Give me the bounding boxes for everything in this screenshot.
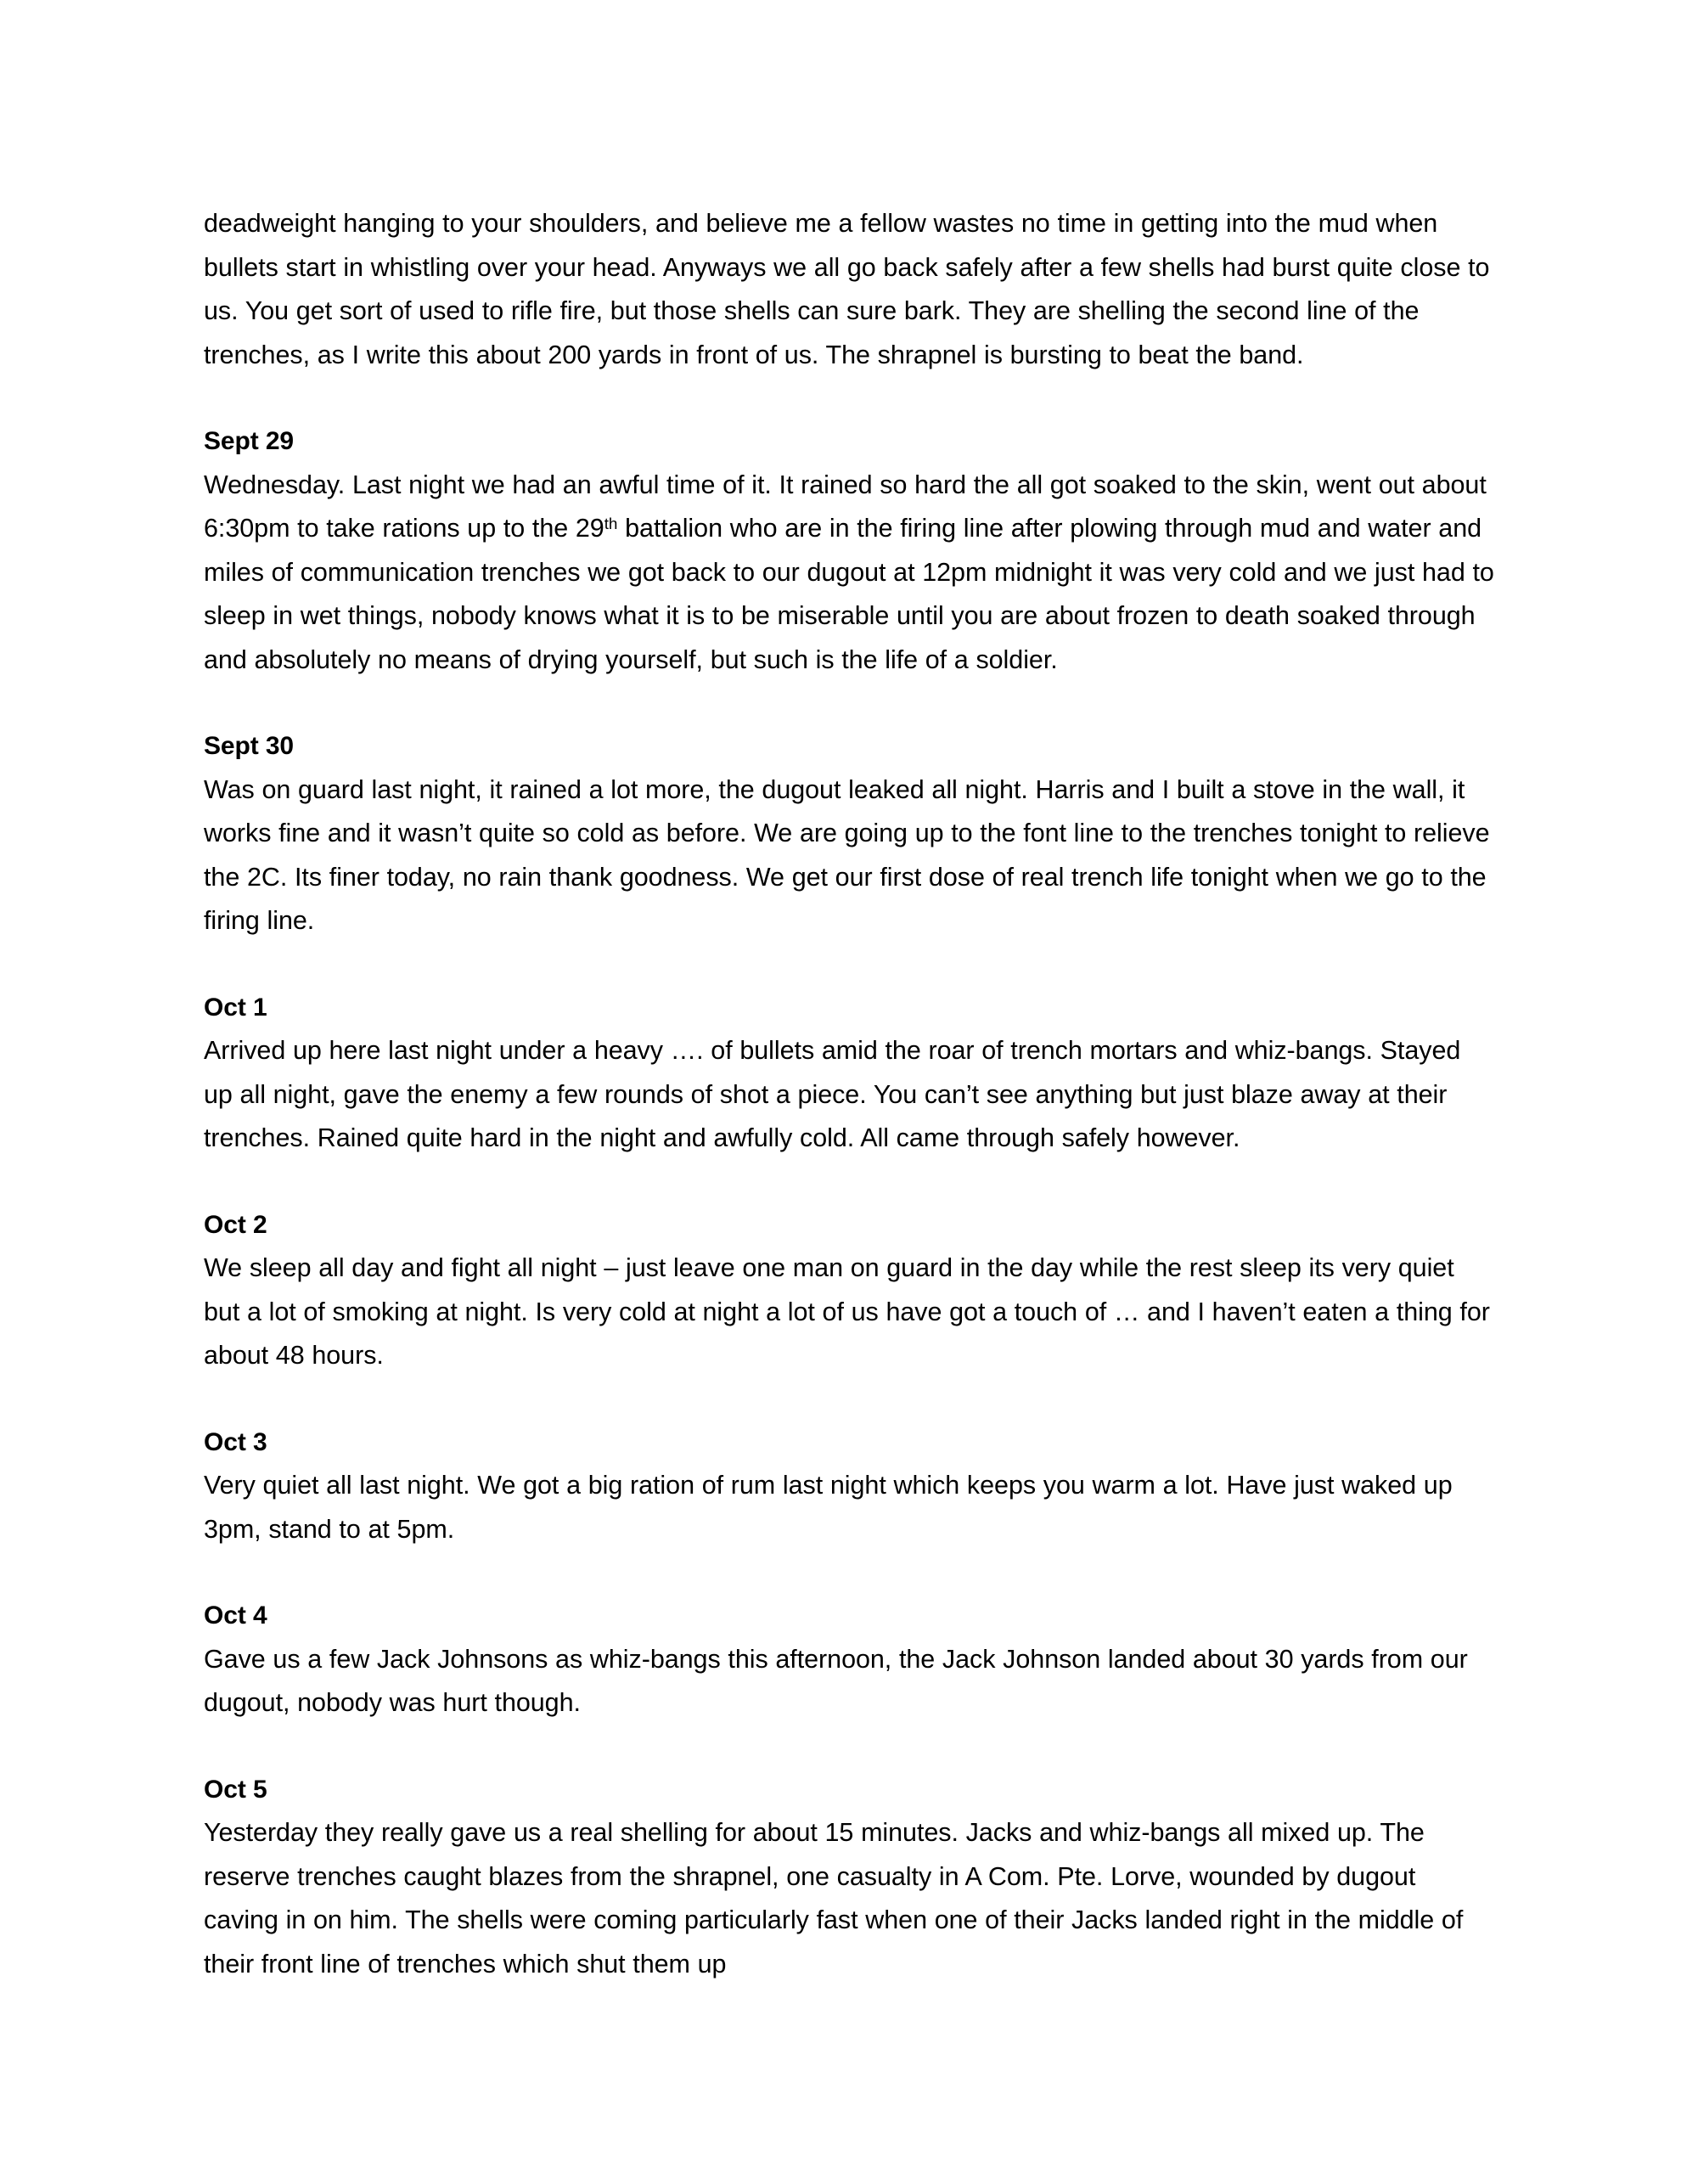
document-body [204, 202, 1494, 1986]
entry-text-part-before: Wednesday. Last night we had an awful time of it. It rained so hard the all got soaked to the skin, went out about 6:30pm to take rations up to the 29 [204, 470, 1487, 543]
entry-text-oct-1: Arrived up here last night under a heavy …. of bullets amid the roar of trench mortars and whiz-bangs. Stayed up all night, gave the enemy a few rounds of shot a piece. You can’t see anything but just blaze away at their trenches. Rained quite hard in the night and awfully cold. All came through safely however. [204, 1036, 1461, 1152]
diary-entry-sept-29 [204, 419, 1494, 682]
ordinal-superscript-th: th [604, 515, 618, 533]
entry-heading-oct-5: Oct 5 [204, 1775, 267, 1804]
entry-text-oct-4: Gave us a few Jack Johnsons as whiz-bangs this afternoon, the Jack Johnson landed about 30 yards from our dugout, nobody was hurt though. [204, 1644, 1468, 1717]
entry-text-oct-3: Very quiet all last night. We got a big ration of rum last night which keeps you warm a lot. Have just waked up 3pm, stand to at 5pm. [204, 1471, 1453, 1544]
continuation-paragraph: deadweight hanging to your shoulders, and believe me a fellow wastes no time in getting into the mud when bullets start in whistling over your head. Anyways we all go back safely after a few shells had burst quite close to us. You get sort of used to rifle fire, but those shells can sure bark. They are shelling the second line of the trenches, as I write this about 200 yards in front of us. The shrapnel is bursting to beat the band. [204, 209, 1490, 369]
entry-heading-sept-29: Sept 29 [204, 427, 295, 455]
entry-heading-sept-30: Sept 30 [204, 732, 295, 760]
entry-heading-oct-3: Oct 3 [204, 1427, 267, 1456]
entry-text-oct-5: Yesterday they really gave us a real shelling for about 15 minutes. Jacks and whiz-bangs all mixed up. The reserve trenches caught blazes from the shrapnel, one casualty in A Com. Pte. Lorve, wounded by dugout caving in on him. The shells were coming particularly fast when one of their Jacks landed right in the middle of their front line of trenches which shut them up [204, 1818, 1464, 1979]
diary-entry-sept-30 [204, 724, 1494, 943]
entry-text-sept-30: Was on guard last night, it rained a lot more, the dugout leaked all night. Harris and I built a stove in the wall, it works fine and it wasn’t quite so cold as before. We are going up to the font line to the trenches tonight to relieve the 2C. Its finer today, no rain thank goodness. We get our first dose of real trench life tonight when we go to the firing line. [204, 774, 1490, 935]
entry-text-part-after: battalion who are in the firing line after plowing through mud and water and miles of communication trenches we got back to our dugout at 12pm midnight it was very cold and we just had to sleep in wet things, nobody knows what it is to be miserable until you are about frozen to death soaked through and absolutely no means of drying yourself, but such is the life of a soldier. [204, 514, 1494, 674]
diary-entry-oct-2 [204, 1203, 1494, 1378]
entry-text-sept-29 [204, 464, 1494, 683]
entry-text-oct-2: We sleep all day and fight all night – just leave one man on guard in the day while the rest sleep its very quiet but a lot of smoking at night. Is very cold at night a lot of us have got a touch of … and I haven’t eaten a thing for about 48 hours. [204, 1253, 1490, 1370]
entry-heading-oct-1: Oct 1 [204, 993, 267, 1022]
entry-heading-oct-2: Oct 2 [204, 1210, 267, 1239]
diary-entry-oct-4 [204, 1594, 1494, 1725]
diary-entry-oct-5 [204, 1768, 1494, 1987]
diary-entry-oct-3 [204, 1421, 1494, 1552]
entry-heading-oct-4: Oct 4 [204, 1601, 267, 1630]
diary-entry-oct-1 [204, 986, 1494, 1161]
